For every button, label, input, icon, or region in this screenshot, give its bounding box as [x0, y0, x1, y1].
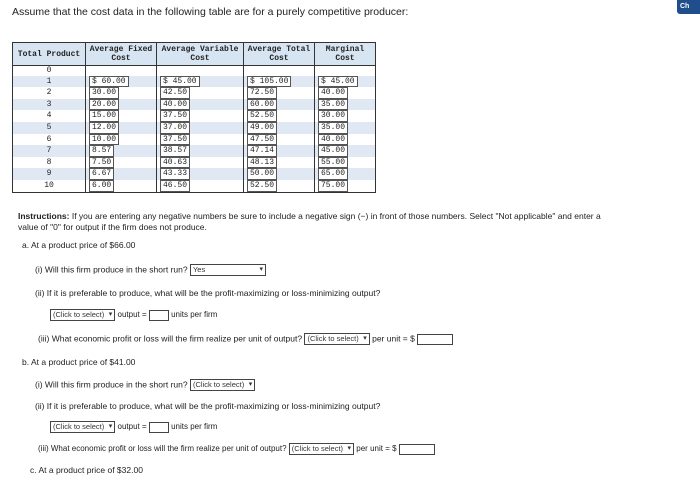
part-b-q1: [35, 379, 255, 391]
cell-total-product: 2: [13, 87, 86, 99]
cell-value: 52.50: [247, 110, 277, 122]
table-row: [13, 134, 376, 146]
cell-total-product: 6: [13, 134, 86, 146]
cell-average-total-cost: [244, 99, 315, 111]
part-b-profit-input[interactable]: [399, 444, 435, 455]
cell-value: 47.14: [247, 145, 277, 157]
cell-value: $ 45.00: [160, 76, 200, 88]
cell-marginal-cost: [315, 157, 376, 169]
cell-average-variable-cost: [157, 157, 244, 169]
cell-value: 15.00: [89, 110, 119, 122]
part-b-output-input[interactable]: [149, 422, 169, 433]
cell-marginal-cost: [315, 180, 376, 192]
cell-total-product: 1: [13, 76, 86, 88]
part-b-q3-text: (iii) What economic profit or loss will the firm realize per unit of output?: [38, 444, 287, 454]
cell-marginal-cost: [315, 134, 376, 146]
cell-value: $ 60.00: [89, 76, 129, 88]
cell-average-total-cost: [244, 87, 315, 99]
part-a-output-label: output =: [117, 310, 147, 320]
part-a-output-input[interactable]: [149, 310, 169, 321]
cell-value: 12.00: [89, 122, 119, 134]
cell-total-product: 4: [13, 110, 86, 122]
cell-value: $ 105.00: [247, 76, 291, 88]
cell-total-product: 5: [13, 122, 86, 134]
part-b-output-label: output =: [117, 422, 147, 432]
cell-value: 65.00: [318, 168, 348, 180]
cell-value: $ 45.00: [318, 76, 358, 88]
cell-average-fixed-cost: [86, 122, 157, 134]
cell-average-variable-cost: [157, 76, 244, 88]
header-marginal-cost: Marginal Cost: [315, 43, 376, 66]
part-b-produce-select[interactable]: [190, 379, 255, 391]
cost-table: [12, 42, 376, 193]
cell-value: 47.50: [247, 134, 277, 146]
part-c-title: c. At a product price of $32.00: [30, 465, 143, 475]
chevron-down-icon: ▾: [259, 266, 263, 273]
table-header-row: [13, 43, 376, 66]
part-b-per-unit-label: per unit = $: [356, 444, 397, 454]
cell-average-total-cost: [244, 134, 315, 146]
cell-marginal-cost: [315, 66, 376, 76]
part-a-q1: [35, 264, 266, 276]
chevron-down-icon: ▾: [347, 445, 352, 452]
part-b-produce-select-label: (Click to select): [192, 380, 245, 389]
cell-total-product: 10: [13, 180, 86, 192]
chevron-down-icon: ▾: [108, 311, 113, 318]
part-b-q3: [38, 443, 435, 455]
part-b-output-row: [50, 421, 217, 433]
cell-value: 40.00: [318, 134, 348, 146]
cell-average-fixed-cost: [86, 157, 157, 169]
cell-average-total-cost: [244, 122, 315, 134]
part-a-q1-text: (i) Will this firm produce in the short run?: [35, 264, 188, 275]
cell-value: 8.57: [89, 145, 114, 157]
part-a-profit-select[interactable]: [304, 333, 369, 345]
cell-value: 6.00: [89, 180, 114, 192]
cell-value: 52.50: [247, 180, 277, 192]
cell-marginal-cost: [315, 145, 376, 157]
cell-value: 50.00: [247, 168, 277, 180]
part-a-produce-value: Yes: [192, 265, 206, 274]
chevron-down-icon: ▾: [108, 423, 113, 430]
cell-value: 38.57: [160, 145, 190, 157]
cell-average-variable-cost: [157, 168, 244, 180]
part-a-produce-select[interactable]: [190, 264, 266, 276]
cell-value: 60.00: [247, 99, 277, 111]
cell-value: 43.33: [160, 168, 190, 180]
part-a-profit-select-label: (Click to select): [307, 334, 359, 343]
cell-value: 40.63: [160, 157, 190, 169]
cell-value: 45.00: [318, 145, 348, 157]
cell-value: 55.00: [318, 157, 348, 169]
cell-average-fixed-cost: [86, 145, 157, 157]
cell-average-fixed-cost: [86, 134, 157, 146]
cell-average-fixed-cost: [86, 66, 157, 76]
part-b-output-select[interactable]: [50, 421, 115, 433]
cell-average-total-cost: [244, 168, 315, 180]
table-row: [13, 157, 376, 169]
part-a-output-select-label: (Click to select): [53, 310, 105, 319]
instructions: [18, 211, 618, 233]
cell-average-fixed-cost: [86, 87, 157, 99]
cell-value: 49.00: [247, 122, 277, 134]
chat-tab[interactable]: Ch: [677, 0, 700, 14]
part-b-q1-text: (i) Will this firm produce in the short run?: [35, 379, 188, 390]
instructions-text: If you are entering any negative numbers be sure to include a negative sign (−) in front of those numbers. Select "Not applicable" and enter a value of "0" for output if the firm does not produce.: [18, 211, 601, 232]
cell-total-product: 8: [13, 157, 86, 169]
part-a-q2: (ii) If it is preferable to produce, what will be the profit-maximizing or loss-minimizing output?: [35, 288, 381, 298]
cell-value: 35.00: [318, 122, 348, 134]
header-average-total-cost: Average Total Cost: [244, 43, 315, 66]
table-row: [13, 87, 376, 99]
cell-value: 37.50: [160, 134, 190, 146]
cell-average-fixed-cost: [86, 168, 157, 180]
cell-average-total-cost: [244, 145, 315, 157]
cell-total-product: 9: [13, 168, 86, 180]
part-b-units-label: units per firm: [171, 422, 218, 432]
cell-marginal-cost: [315, 99, 376, 111]
table-row: [13, 66, 376, 76]
cell-marginal-cost: [315, 110, 376, 122]
cell-average-total-cost: [244, 66, 315, 76]
cell-value: 72.50: [247, 87, 277, 99]
part-b-profit-select[interactable]: [289, 443, 354, 455]
part-a-output-row: [50, 309, 217, 321]
cell-total-product: 7: [13, 145, 86, 157]
cell-value: 30.00: [318, 110, 348, 122]
header-total-product: Total Product: [13, 43, 86, 66]
cell-marginal-cost: [315, 122, 376, 134]
part-b-q2: (ii) If it is preferable to produce, what will be the profit-maximizing or loss-minimizing output?: [35, 401, 381, 411]
chevron-down-icon: ▾: [363, 335, 367, 342]
table-row: [13, 180, 376, 192]
table-body: [13, 66, 376, 193]
cell-average-fixed-cost: [86, 180, 157, 192]
cell-value: 42.50: [160, 87, 190, 99]
cell-average-variable-cost: [157, 134, 244, 146]
cell-total-product: 0: [13, 66, 86, 76]
table-row: [13, 168, 376, 180]
cell-value: 37.00: [160, 122, 190, 134]
cell-marginal-cost: [315, 168, 376, 180]
cell-value: 20.00: [89, 99, 119, 111]
cell-value: 37.50: [160, 110, 190, 122]
cell-value: 40.00: [318, 87, 348, 99]
part-a-q3-text: (iii) What economic profit or loss will the firm realize per unit of output?: [38, 333, 303, 344]
cell-average-total-cost: [244, 180, 315, 192]
table-row: [13, 99, 376, 111]
header-average-variable-cost: Average Variable Cost: [157, 43, 244, 66]
cell-value: 10.00: [89, 134, 119, 146]
cell-value: 75.00: [318, 180, 348, 192]
cell-average-variable-cost: [157, 180, 244, 192]
intro-text: Assume that the cost data in the following table are for a purely competitive producer:: [12, 6, 409, 18]
cell-average-variable-cost: [157, 122, 244, 134]
cell-value: 40.00: [160, 99, 190, 111]
part-b-profit-select-label: (Click to select): [291, 444, 344, 453]
part-a-per-unit-label: per unit = $: [372, 333, 415, 344]
cell-average-variable-cost: [157, 99, 244, 111]
cell-value: 30.00: [89, 87, 119, 99]
chevron-down-icon: ▾: [248, 381, 253, 388]
part-a-output-select[interactable]: [50, 309, 115, 321]
cell-average-variable-cost: [157, 145, 244, 157]
header-average-fixed-cost: Average Fixed Cost: [86, 43, 157, 66]
cell-average-variable-cost: [157, 66, 244, 76]
cell-average-variable-cost: [157, 87, 244, 99]
table-row: [13, 122, 376, 134]
part-b-title: b. At a product price of $41.00: [22, 357, 136, 367]
cell-average-fixed-cost: [86, 76, 157, 88]
cell-value: 46.50: [160, 180, 190, 192]
cell-value: 48.13: [247, 157, 277, 169]
cell-average-variable-cost: [157, 110, 244, 122]
cell-average-total-cost: [244, 110, 315, 122]
cell-average-total-cost: [244, 76, 315, 88]
table-row: [13, 76, 376, 88]
cell-total-product: 3: [13, 99, 86, 111]
table-row: [13, 110, 376, 122]
part-a-profit-input[interactable]: [417, 334, 453, 345]
instructions-label: Instructions:: [18, 211, 70, 221]
part-a-units-label: units per firm: [171, 310, 218, 320]
cell-average-total-cost: [244, 157, 315, 169]
part-a-title: a. At a product price of $66.00: [22, 240, 136, 250]
cell-value: 6.67: [89, 168, 114, 180]
table-row: [13, 145, 376, 157]
part-a-q3: [38, 333, 453, 345]
cell-value: 7.50: [89, 157, 114, 169]
cell-marginal-cost: [315, 76, 376, 88]
cell-marginal-cost: [315, 87, 376, 99]
cell-value: 35.00: [318, 99, 348, 111]
cell-average-fixed-cost: [86, 110, 157, 122]
part-b-output-select-label: (Click to select): [53, 422, 105, 431]
cell-average-fixed-cost: [86, 99, 157, 111]
